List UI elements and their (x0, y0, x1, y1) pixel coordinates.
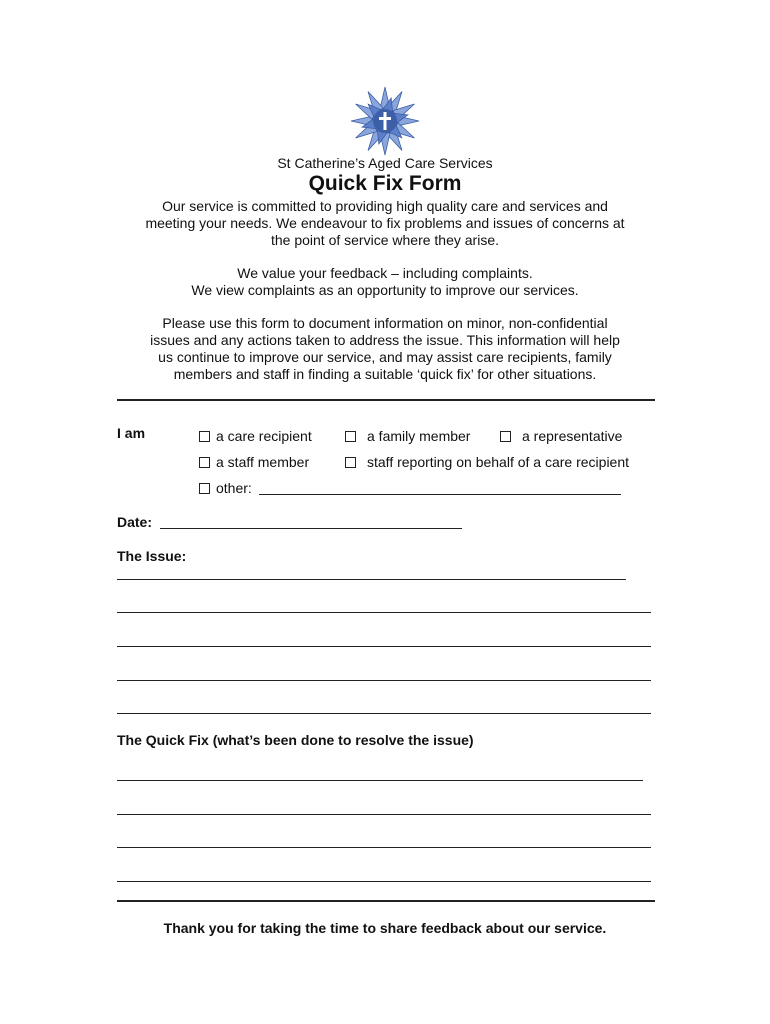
date-input-line[interactable] (160, 528, 462, 529)
option-label: a staff member (216, 454, 310, 470)
option-label: staff reporting on behalf of a care recipient (367, 454, 630, 470)
option-staff-on-behalf[interactable] (345, 454, 629, 470)
bottom-divider (117, 900, 655, 902)
feedback-line: We view complaints as an opportunity to improve our services. (191, 282, 579, 298)
checkbox-icon[interactable] (345, 431, 356, 442)
option-family-member[interactable] (345, 428, 470, 444)
issue-input-line[interactable] (117, 680, 651, 681)
instruction-line: issues and any actions taken to address the issue. This information will help (150, 332, 620, 348)
option-care-recipient[interactable] (199, 428, 312, 444)
form-title: Quick Fix Form (308, 172, 462, 195)
quick-fix-input-line[interactable] (117, 780, 643, 781)
checkbox-icon[interactable] (199, 483, 210, 494)
issue-input-line[interactable] (117, 612, 651, 613)
commitment-line: the point of service where they arise. (270, 232, 499, 248)
instruction-line: members and staff in finding a suitable ‘quick fix’ for other situations. (173, 366, 597, 382)
issue-label: The Issue: (117, 548, 187, 564)
issue-input-line[interactable] (117, 646, 651, 647)
feedback-paragraph (110, 265, 660, 299)
i-am-label: I am (117, 425, 146, 441)
checkbox-icon[interactable] (199, 431, 210, 442)
option-representative[interactable] (500, 428, 622, 444)
option-staff-member[interactable] (199, 454, 309, 470)
top-divider (117, 399, 655, 401)
checkbox-icon[interactable] (199, 457, 210, 468)
option-other[interactable] (199, 480, 252, 496)
instruction-line: Please use this form to document information on minor, non-confidential (162, 315, 608, 331)
commitment-line: meeting your needs. We endeavour to fix problems and issues of concerns at (145, 215, 625, 231)
option-label: a family member (367, 428, 471, 444)
option-label: other: (216, 480, 252, 496)
option-label: a representative (522, 428, 623, 444)
checkbox-icon[interactable] (500, 431, 511, 442)
issue-input-line[interactable] (117, 713, 651, 714)
instruction-line: us continue to improve our service, and may assist care recipients, family (158, 349, 612, 365)
issue-input-line[interactable] (117, 579, 626, 580)
quick-fix-input-line[interactable] (117, 847, 651, 848)
checkbox-icon[interactable] (345, 457, 356, 468)
feedback-line: We value your feedback – including complaints. (237, 265, 533, 281)
other-input-line[interactable] (259, 494, 621, 495)
quick-fix-input-line[interactable] (117, 881, 651, 882)
commitment-line: Our service is committed to providing high quality care and services and (162, 198, 608, 214)
quick-fix-input-line[interactable] (117, 814, 651, 815)
quick-fix-label: The Quick Fix (what’s been done to resolve the issue) (117, 732, 474, 748)
thank-you-message: Thank you for taking the time to share feedback about our service. (163, 920, 607, 936)
option-label: a care recipient (216, 428, 312, 444)
date-label: Date: (117, 514, 153, 530)
organization-name: St Catherine’s Aged Care Services (277, 155, 493, 171)
instruction-paragraph (110, 315, 660, 383)
commitment-paragraph (110, 198, 660, 249)
star-flower-cross-icon (346, 86, 424, 156)
